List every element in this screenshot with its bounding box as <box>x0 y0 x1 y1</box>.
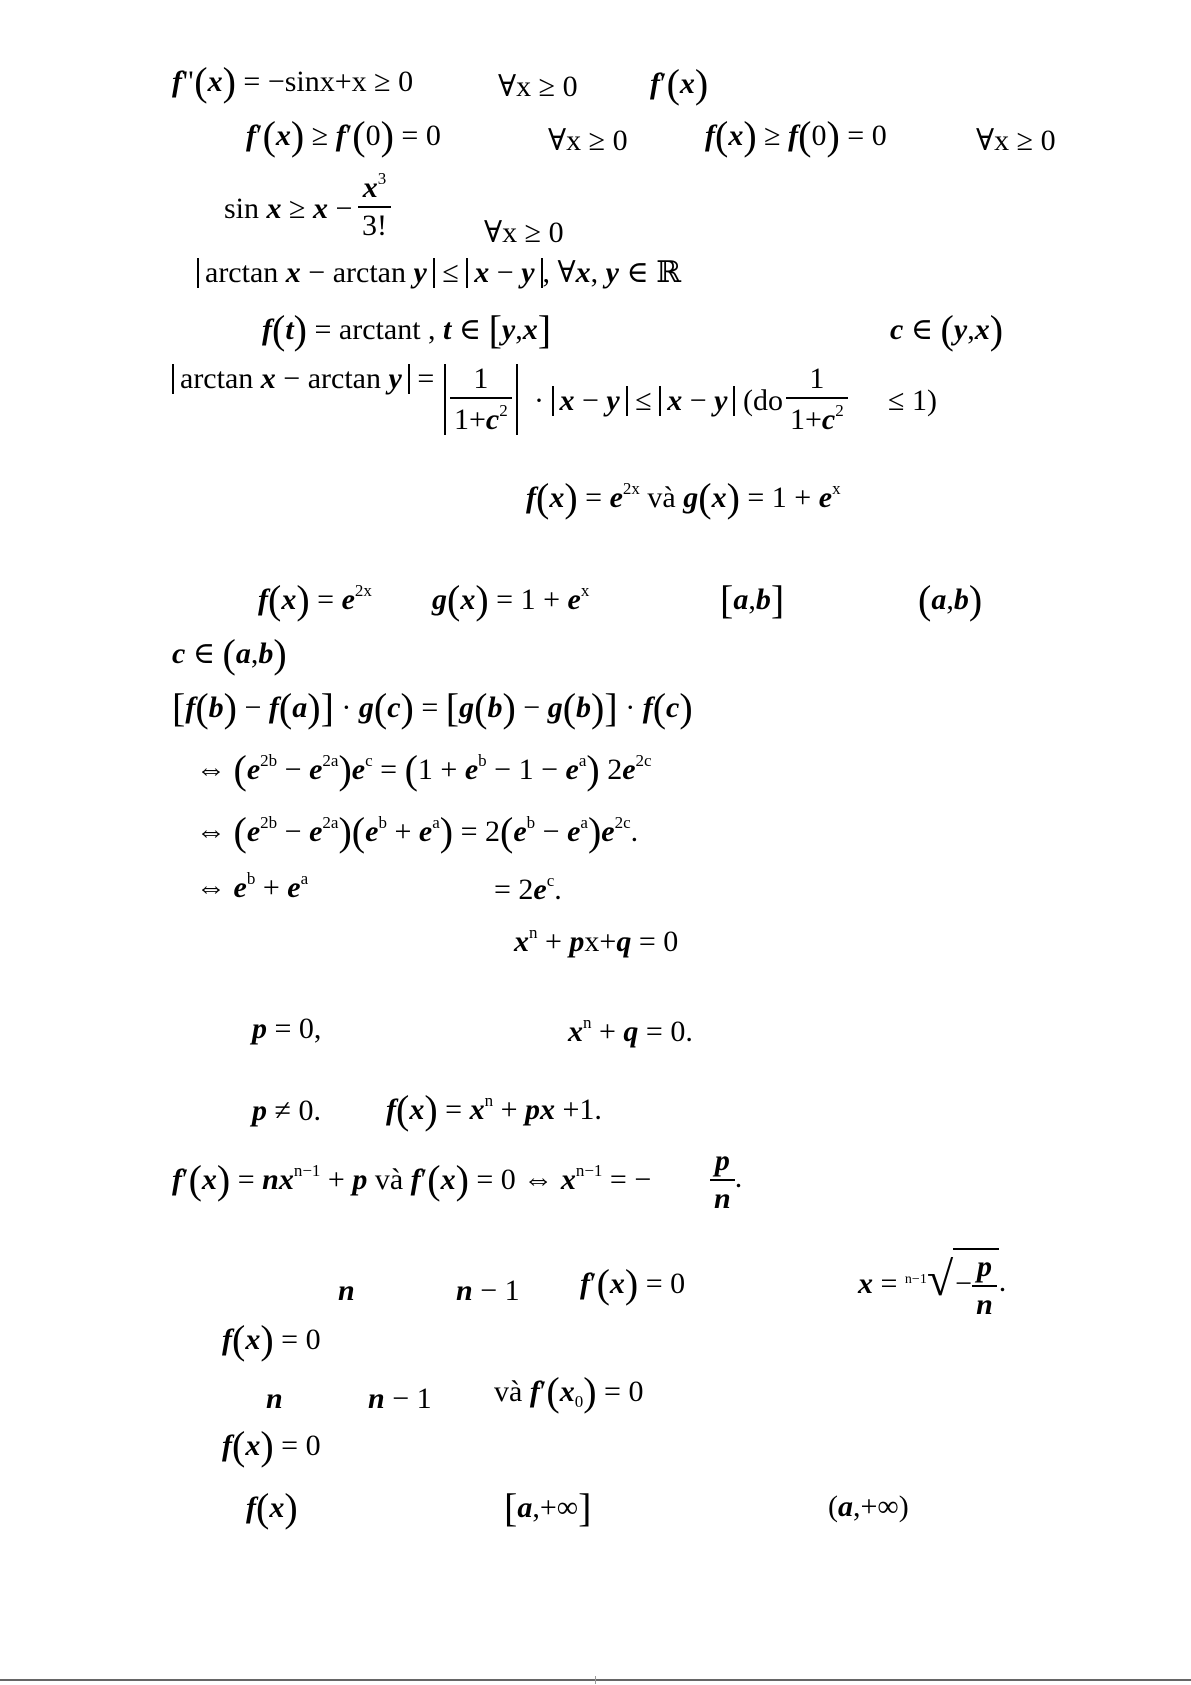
condition-for-all-x: ∀x ≥ 0 <box>498 70 578 103</box>
formula-root-solution: x = $^{n-1}$√− $\frac{p}{n}$ . <box>858 1250 1007 1321</box>
formula-equivalence-step-3-rhs: = $2e^c$. <box>494 871 562 906</box>
formula-polynomial-equation: $x^n + px+q = 0$ <box>514 923 679 958</box>
formula-define-f: $f(x) = x^n$ + px +1. <box>386 1087 602 1132</box>
condition-for-all-x: ∀x ≥ 0 <box>976 124 1056 157</box>
formula-reduced-equation: $x^n + q = 0$. <box>568 1013 693 1048</box>
formula-arctan-mean-value: arctan x − arctan y = <box>172 364 434 394</box>
formula-f-exp: $f(x) = e^{2x}$ <box>258 577 372 622</box>
fraction-one-over: $\frac{1}{1+c^2}$ <box>786 364 848 435</box>
formula-equivalence-step-2: ⇔ $(e^{2b} - e^{2a})(e^b + e^a) = 2(e^b - e^a)e^{2c}$. <box>196 809 639 854</box>
formula-arctan-lipschitz: arctan x − arctan y ≤ x − y , ∀x, y ∈ ℝ <box>197 258 681 288</box>
formula-c-in-a-b: c ∈ (a,b) <box>172 631 287 676</box>
formula-function-inequality: f(x) ≥ f(0) = 0 <box>705 113 887 158</box>
variable-n: n <box>266 1382 283 1415</box>
formula-f-equals-zero: f(x) = 0 <box>222 1317 321 1362</box>
formula-f-of-x: f(x) <box>246 1485 298 1530</box>
fraction-abs-one-over: $\frac{1}{1+c^2}$ <box>444 364 518 435</box>
formula-functions-f-and-g: $f(x) = e^{2x}$ và $g(x) = 1 + e^x$ <box>526 475 841 520</box>
expression-n-minus-1: n − 1 <box>368 1382 432 1415</box>
formula-derivative-of-f: $f'(x) = nx^{n-1} + p$ và f′(x) = 0 ⇔ $x^{n-1}$ = − <box>172 1157 652 1202</box>
interval-open-a-b: (a,b) <box>918 577 983 622</box>
formula-second-derivative: f"(x) = −sinx+x ≥ 0 <box>172 59 414 104</box>
formula-equivalence-step-3: ⇔ $e^b + e^a$ <box>196 869 309 904</box>
expression-n-minus-1: n − 1 <box>456 1274 520 1307</box>
formula-c-in-interval: c ∈ (y,x) <box>890 307 1004 352</box>
formula-cauchy-mean-value: [f(b) − f(a)] · g(c) = [g(b) − g(b)] · f(c) <box>172 685 693 730</box>
interval-a-to-infinity-open: (a,+∞) <box>828 1490 909 1523</box>
formula-derivative-zero: f′(x) = 0 <box>580 1261 686 1306</box>
condition-for-all-x: ∀x ≥ 0 <box>548 124 628 157</box>
formula-bound: ≤ 1) <box>888 384 937 417</box>
fraction-x-cubed-over-factorial: $\frac{x^3}{3!}$ <box>358 170 391 241</box>
fraction-p-over-n: $\frac{p}{n}$ . <box>710 1146 742 1214</box>
formula-f-equals-zero: f(x) = 0 <box>222 1423 321 1468</box>
formula-derivative-at-x0: và $f'(x_0) = 0$ <box>494 1369 644 1414</box>
interval-closed-a-b: [a,b] <box>720 577 785 622</box>
formula-case-p-zero: p = 0, <box>252 1012 322 1045</box>
formula-derivative-inequality: f′(x) ≥ f′(0) = 0 <box>246 113 441 158</box>
formula-g-exp: $g(x) = 1 + e^x$ <box>432 577 590 622</box>
condition-for-all-x: ∀x ≥ 0 <box>484 216 564 249</box>
formula-sine-inequality: sin x ≥ x − <box>224 192 353 225</box>
formula-arctan-function: f(t) = arctant , t ∈ [y,x] <box>262 307 552 352</box>
interval-a-to-infinity-closed: [a,+∞] <box>504 1485 592 1530</box>
page-bottom-tick <box>595 1676 596 1684</box>
variable-n: n <box>338 1274 355 1307</box>
formula-arctan-mean-value-rest: · x − y ≤ x − y (do <box>534 384 783 417</box>
formula-first-derivative: f′(x) <box>650 61 709 106</box>
formula-case-p-nonzero: p ≠ 0. <box>252 1094 321 1127</box>
formula-equivalence-step-1: ⇔ $(e^{2b} - e^{2a})e^c = (1 + e^b - 1 - e^a)$ $2e^{2c}$ <box>196 747 652 792</box>
